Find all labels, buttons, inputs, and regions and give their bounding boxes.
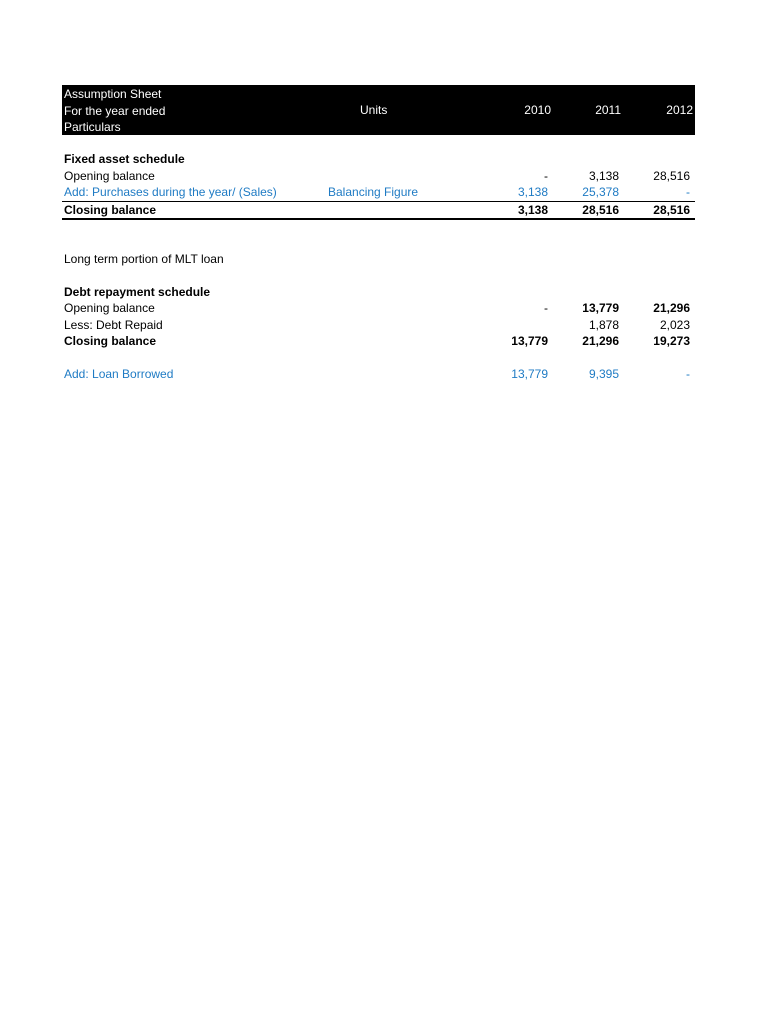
debt-closing-label: Closing balance [64,334,157,348]
fa-closing-2011: 28,516 [582,202,619,217]
header-title-block [64,86,165,136]
debt-opening-2011: 13,779 [582,301,619,315]
debt-title: Debt repayment schedule [64,284,211,299]
debt-opening-row [62,300,695,317]
debt-closing-row [62,333,695,350]
loan-borrowed-2011: 9,395 [588,366,619,381]
debt-closing-2010: 13,779 [511,334,548,348]
fa-purchases-2010: 3,138 [517,185,548,199]
fa-opening-row [62,168,695,185]
fixed-asset-title: Fixed asset schedule [64,152,185,166]
loan-borrowed-row [62,366,695,383]
mlt-note-row [62,251,695,268]
fixed-asset-title-row [62,151,695,168]
debt-opening-label: Opening balance [64,301,155,315]
loan-borrowed-label: Add: Loan Borrowed [64,366,174,381]
debt-opening-2012: 21,296 [653,301,690,315]
fa-opening-2010: - [544,168,548,183]
fa-opening-2011: 3,138 [588,168,619,183]
header-band [62,85,695,135]
year-2011-header: 2011 [595,103,621,117]
debt-opening-2010: - [544,301,548,315]
fa-purchases-2012: - [686,185,690,199]
sheet-title: Assumption Sheet [64,87,162,101]
debt-repaid-2012: 2,023 [659,317,690,332]
year-2012-header: 2012 [666,103,693,117]
mlt-note: Long term portion of MLT loan [64,252,224,266]
fa-purchases-row [62,184,695,201]
year-ended-label: For the year ended [64,103,166,118]
fa-closing-row [62,201,695,221]
fa-purchases-label: Add: Purchases during the year/ (Sales) [64,185,277,199]
debt-repaid-2011: 1,878 [588,317,619,332]
assumption-sheet [62,85,695,382]
fa-opening-label: Opening balance [64,168,155,183]
debt-closing-2011: 21,296 [582,334,619,348]
fa-closing-2010: 3,138 [517,202,548,217]
fa-closing-label: Closing balance [64,202,157,217]
debt-repaid-label: Less: Debt Repaid [64,317,163,332]
debt-repaid-row [62,317,695,334]
fa-purchases-2011: 25,378 [582,185,619,199]
debt-closing-2012: 19,273 [653,334,690,348]
particulars-label: Particulars [64,120,121,135]
fa-purchases-unit: Balancing Figure [328,185,419,199]
fa-closing-2012: 28,516 [653,202,690,217]
units-header: Units [360,103,388,117]
loan-borrowed-2010: 13,779 [511,366,548,381]
loan-borrowed-2012: - [686,366,690,381]
fa-opening-2012: 28,516 [653,168,690,183]
year-2010-header: 2010 [524,103,551,117]
debt-title-row [62,284,695,301]
